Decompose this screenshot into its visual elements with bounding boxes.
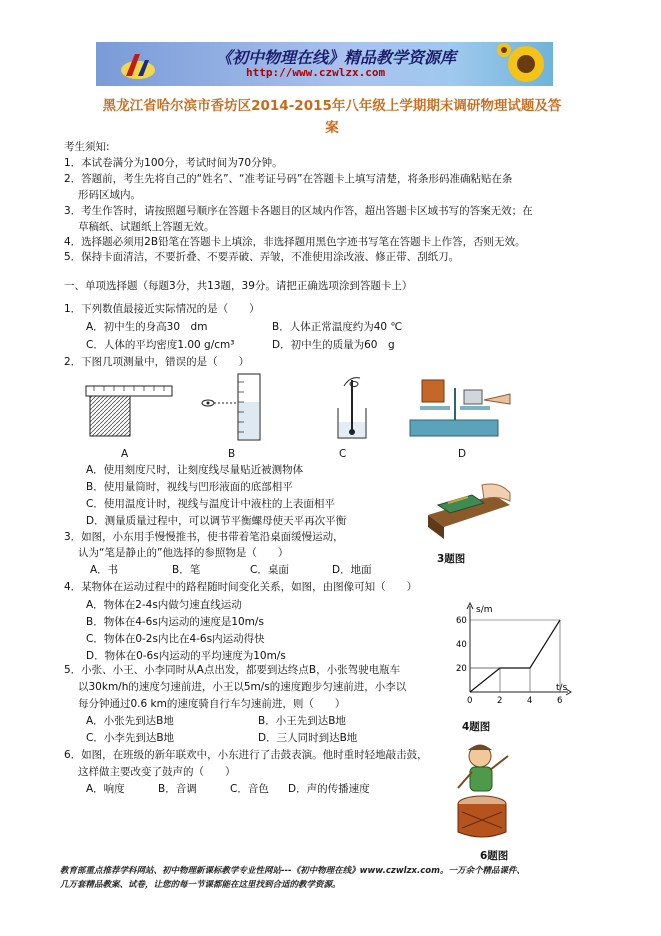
q1-option-b: B．人体正常温度约为40 ℃ [272, 321, 403, 333]
q3-option-a: A．书 [90, 564, 119, 576]
notice-item: 形码区域内。 [78, 189, 141, 201]
q6-option-c: C．音色 [230, 783, 269, 795]
q1-option-c: C．人体的平均密度1.00 g/cm³ [86, 339, 235, 351]
y-tick-label: 60 [456, 616, 467, 626]
q5-option-a: A．小张先到达B地 [86, 715, 174, 727]
notice-item: 5．保持卡面清洁，不要折叠、不要弄破、弄皱，不准使用涂改液、修正带、刮纸刀。 [64, 251, 460, 263]
q6-option-b: B．音调 [158, 783, 197, 795]
notice-heading: 考生须知: [64, 141, 110, 153]
site-logo [118, 48, 158, 82]
figure-label-d: D [458, 448, 467, 460]
book-push-figure [424, 475, 512, 541]
exam-title-line2: 案 [325, 120, 339, 136]
q4-option-b: B．物体在4-6s内运动的速度是10m/s [86, 616, 264, 628]
question-2-stem: 2．下图几项测量中，错误的是（ ） [64, 356, 250, 368]
question-1-stem: 1．下列数值最接近实际情况的是（ ） [64, 303, 260, 315]
question-5-stem: 5．小张、小王、小李同时从A点出发，都要到达终点B，小张驾驶电瓶车 [64, 664, 401, 676]
q5-option-b: B．小王先到达B地 [258, 715, 346, 727]
distance-time-chart [440, 600, 576, 706]
figure-label-c: C [339, 448, 347, 460]
ruler-figure-a [84, 376, 180, 442]
q4-option-d: D．物体在0-6s内运动的平均速度为10m/s [86, 650, 286, 662]
q2-option-a: A．使用刻度尺时，让刻度线尽量贴近被测物体 [86, 464, 304, 476]
y-tick-label: 40 [456, 640, 467, 650]
x-axis-label: t/s [556, 683, 568, 693]
x-tick-label: 4 [527, 696, 533, 706]
x-tick-label: 2 [497, 696, 503, 706]
section-heading: 一、单项选择题（每题3分，共13题，39分。请把正确选项涂到答题卡上） [64, 280, 413, 292]
q3-option-d: D．地面 [332, 564, 372, 576]
drummer-figure [450, 740, 516, 842]
question-6-stem-cont: 这样做主要改变了鼓声的（ ） [78, 766, 236, 778]
y-axis-label: s/m [476, 605, 493, 615]
q4-option-c: C．物体在0-2s内比在4-6s内运动得快 [86, 633, 265, 645]
banner-title: 《初中物理在线》精品教学资源库 [216, 48, 457, 67]
figure-label-a: A [121, 448, 129, 460]
q4-option-a: A．物体在2-4s内做匀速直线运动 [86, 599, 242, 611]
cylinder-figure-b [198, 372, 270, 444]
q1-option-a: A．初中生的身高30 dm [86, 321, 208, 333]
x-tick-label: 0 [467, 696, 473, 706]
banner-url[interactable]: http://www.czwlzx.com [246, 66, 386, 79]
figure-4-caption: 4题图 [462, 721, 491, 733]
sunflower-icon [496, 42, 553, 86]
q5-option-c: C．小李先到达B地 [86, 732, 175, 744]
y-tick-label: 20 [456, 664, 467, 674]
footer-line-1: 教育部重点推荐学科网站、初中物理新课标教学专业性网站---《初中物理在线》www.czwlzx.com。一万余个精品课件、 [60, 866, 525, 876]
q2-option-b: B．使用量筒时，视线与凹形液面的底部相平 [86, 481, 293, 493]
q3-option-c: C．桌面 [250, 564, 289, 576]
figure-label-b: B [228, 448, 236, 460]
notice-item: 2．答题前，考生先将自己的“姓名”、“准考证号码”在答题卡上填写清楚，将条形码准确粘贴在条 [64, 173, 513, 185]
q5-option-d: D．三人同时到达B地 [258, 732, 358, 744]
notice-item: 4．选择题必须用2B铅笔在答题卡上填涂，非选择题用黑色字迹书写笔在答题卡上作答，否则无效。 [64, 236, 526, 248]
question-3-stem-cont: 认为“笔是静止的”他选择的参照物是（ ） [78, 547, 289, 559]
q6-option-a: A．响度 [86, 783, 125, 795]
question-6-stem: 6．如图，在班级的新年联欢中，小东进行了击鼓表演。他时重时轻地敲击鼓， [64, 749, 428, 761]
question-5-stem-cont2: 每分钟通过0.6 km的速度骑自行车匀速前进，则（ ） [78, 698, 346, 710]
q1-option-d: D．初中生的质量为60 g [272, 339, 395, 351]
q3-option-b: B．笔 [172, 564, 201, 576]
question-3-stem: 3．如图，小东用手慢慢推书，使书带着笔沿桌面缓慢运动， [64, 531, 344, 543]
notice-item: 草稿纸、试题纸上答题无效。 [78, 221, 215, 233]
question-4-stem: 4．某物体在运动过程中的路程随时间变化关系，如图，由图像可知（ ） [64, 581, 418, 593]
series-line [470, 620, 560, 692]
notice-item: 3．考生作答时，请按照题号顺序在答题卡各题目的区域内作答，超出答题卡区域书写的答案无效；在 [64, 205, 533, 217]
x-tick-label: 6 [557, 696, 563, 706]
q6-option-d: D．声的传播速度 [288, 783, 370, 795]
balance-figure-d [406, 374, 516, 440]
notice-item: 1．本试卷满分为100分，考试时间为70分钟。 [64, 157, 283, 169]
header-banner [96, 42, 553, 86]
exam-title-line1: 黑龙江省哈尔滨市香坊区2014-2015年八年级上学期期末调研物理试题及答 [102, 98, 562, 114]
question-5-stem-cont: 以30km/h的速度匀速前进，小王以5m/s的速度跑步匀速前进，小李以 [78, 681, 407, 693]
q2-option-c: C．使用温度计时，视线与温度计中液柱的上表面相平 [86, 498, 335, 510]
figure-6-caption: 6题图 [480, 850, 509, 862]
thermometer-figure-c [330, 372, 374, 442]
q2-option-d: D．测量质量过程中，可以调节平衡螺母使天平再次平衡 [86, 515, 347, 527]
footer-line-2: 几万套精品教案、试卷，让您的每一节课都能在这里找到合适的教学资源。 [60, 880, 341, 890]
figure-3-caption: 3题图 [437, 553, 466, 565]
